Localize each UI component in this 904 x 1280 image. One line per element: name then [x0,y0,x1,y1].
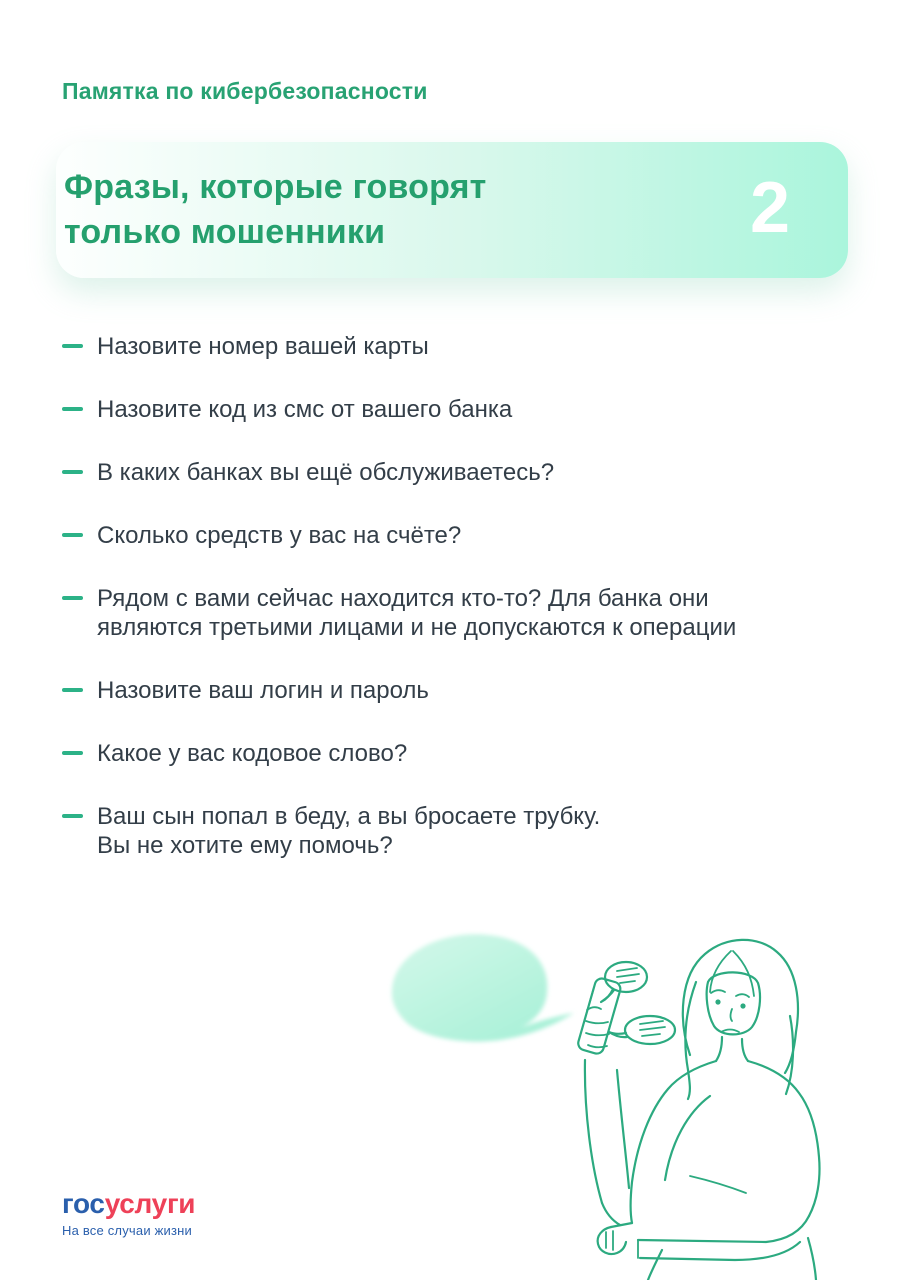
card-number-badge: 2 [749,168,790,248]
list-item-text: Назовите номер вашей карты [97,333,429,360]
dash-bullet-icon [62,814,83,818]
list-item-text: Какое у вас кодовое слово? [97,740,408,767]
footer [62,1190,195,1238]
dash-bullet-icon [62,596,83,600]
page-title [64,165,486,255]
gosuslugi-logo-red-part: услуги [104,1188,196,1219]
woman-with-phone-illustration [380,920,904,1280]
list-item-text: Сколько средств у вас на счёте? [97,522,462,549]
dash-bullet-icon [62,407,83,411]
small-speech-bubble-icon [601,962,647,1002]
big-speech-bubble-icon [392,934,574,1041]
list-item-text: Рядом с вами сейчас находится кто-то? Для банка они являются третьими лицами и не допускаются к операции [97,585,737,641]
list-item [62,802,822,860]
list-item [62,458,822,487]
dash-bullet-icon [62,533,83,537]
list-item-text: Ваш сын попал в беду, а вы бросаете трубку. Вы не хотите ему помочь? [97,803,601,859]
list-item [62,521,822,550]
list-item-text: Назовите ваш логин и пароль [97,677,429,704]
list-item [62,676,822,705]
small-speech-bubble-icon [609,1016,675,1044]
dash-bullet-icon [62,470,83,474]
gosuslugi-logo [62,1190,195,1218]
list-item-text: В каких банках вы ещё обслуживаетесь? [97,459,555,486]
dash-bullet-icon [62,344,83,348]
page-title-line1: Фразы, которые говорят [64,168,487,207]
gosuslugi-logo-blue-part: гос [62,1188,105,1219]
dash-bullet-icon [62,751,83,755]
title-card [56,142,848,278]
page-title-line2: только мошенники [64,213,386,251]
list-item [62,584,822,642]
list-item [62,395,822,424]
logo-tagline: На все случаи жизни [62,1223,192,1238]
scammer-phrases-list [62,332,822,894]
dash-bullet-icon [62,688,83,692]
page-eyebrow: Памятка по кибербезопасности [62,78,428,104]
list-item [62,332,822,361]
list-item [62,739,822,768]
list-item-text: Назовите код из смс от вашего банка [97,396,513,423]
phone-icon [577,977,622,1055]
